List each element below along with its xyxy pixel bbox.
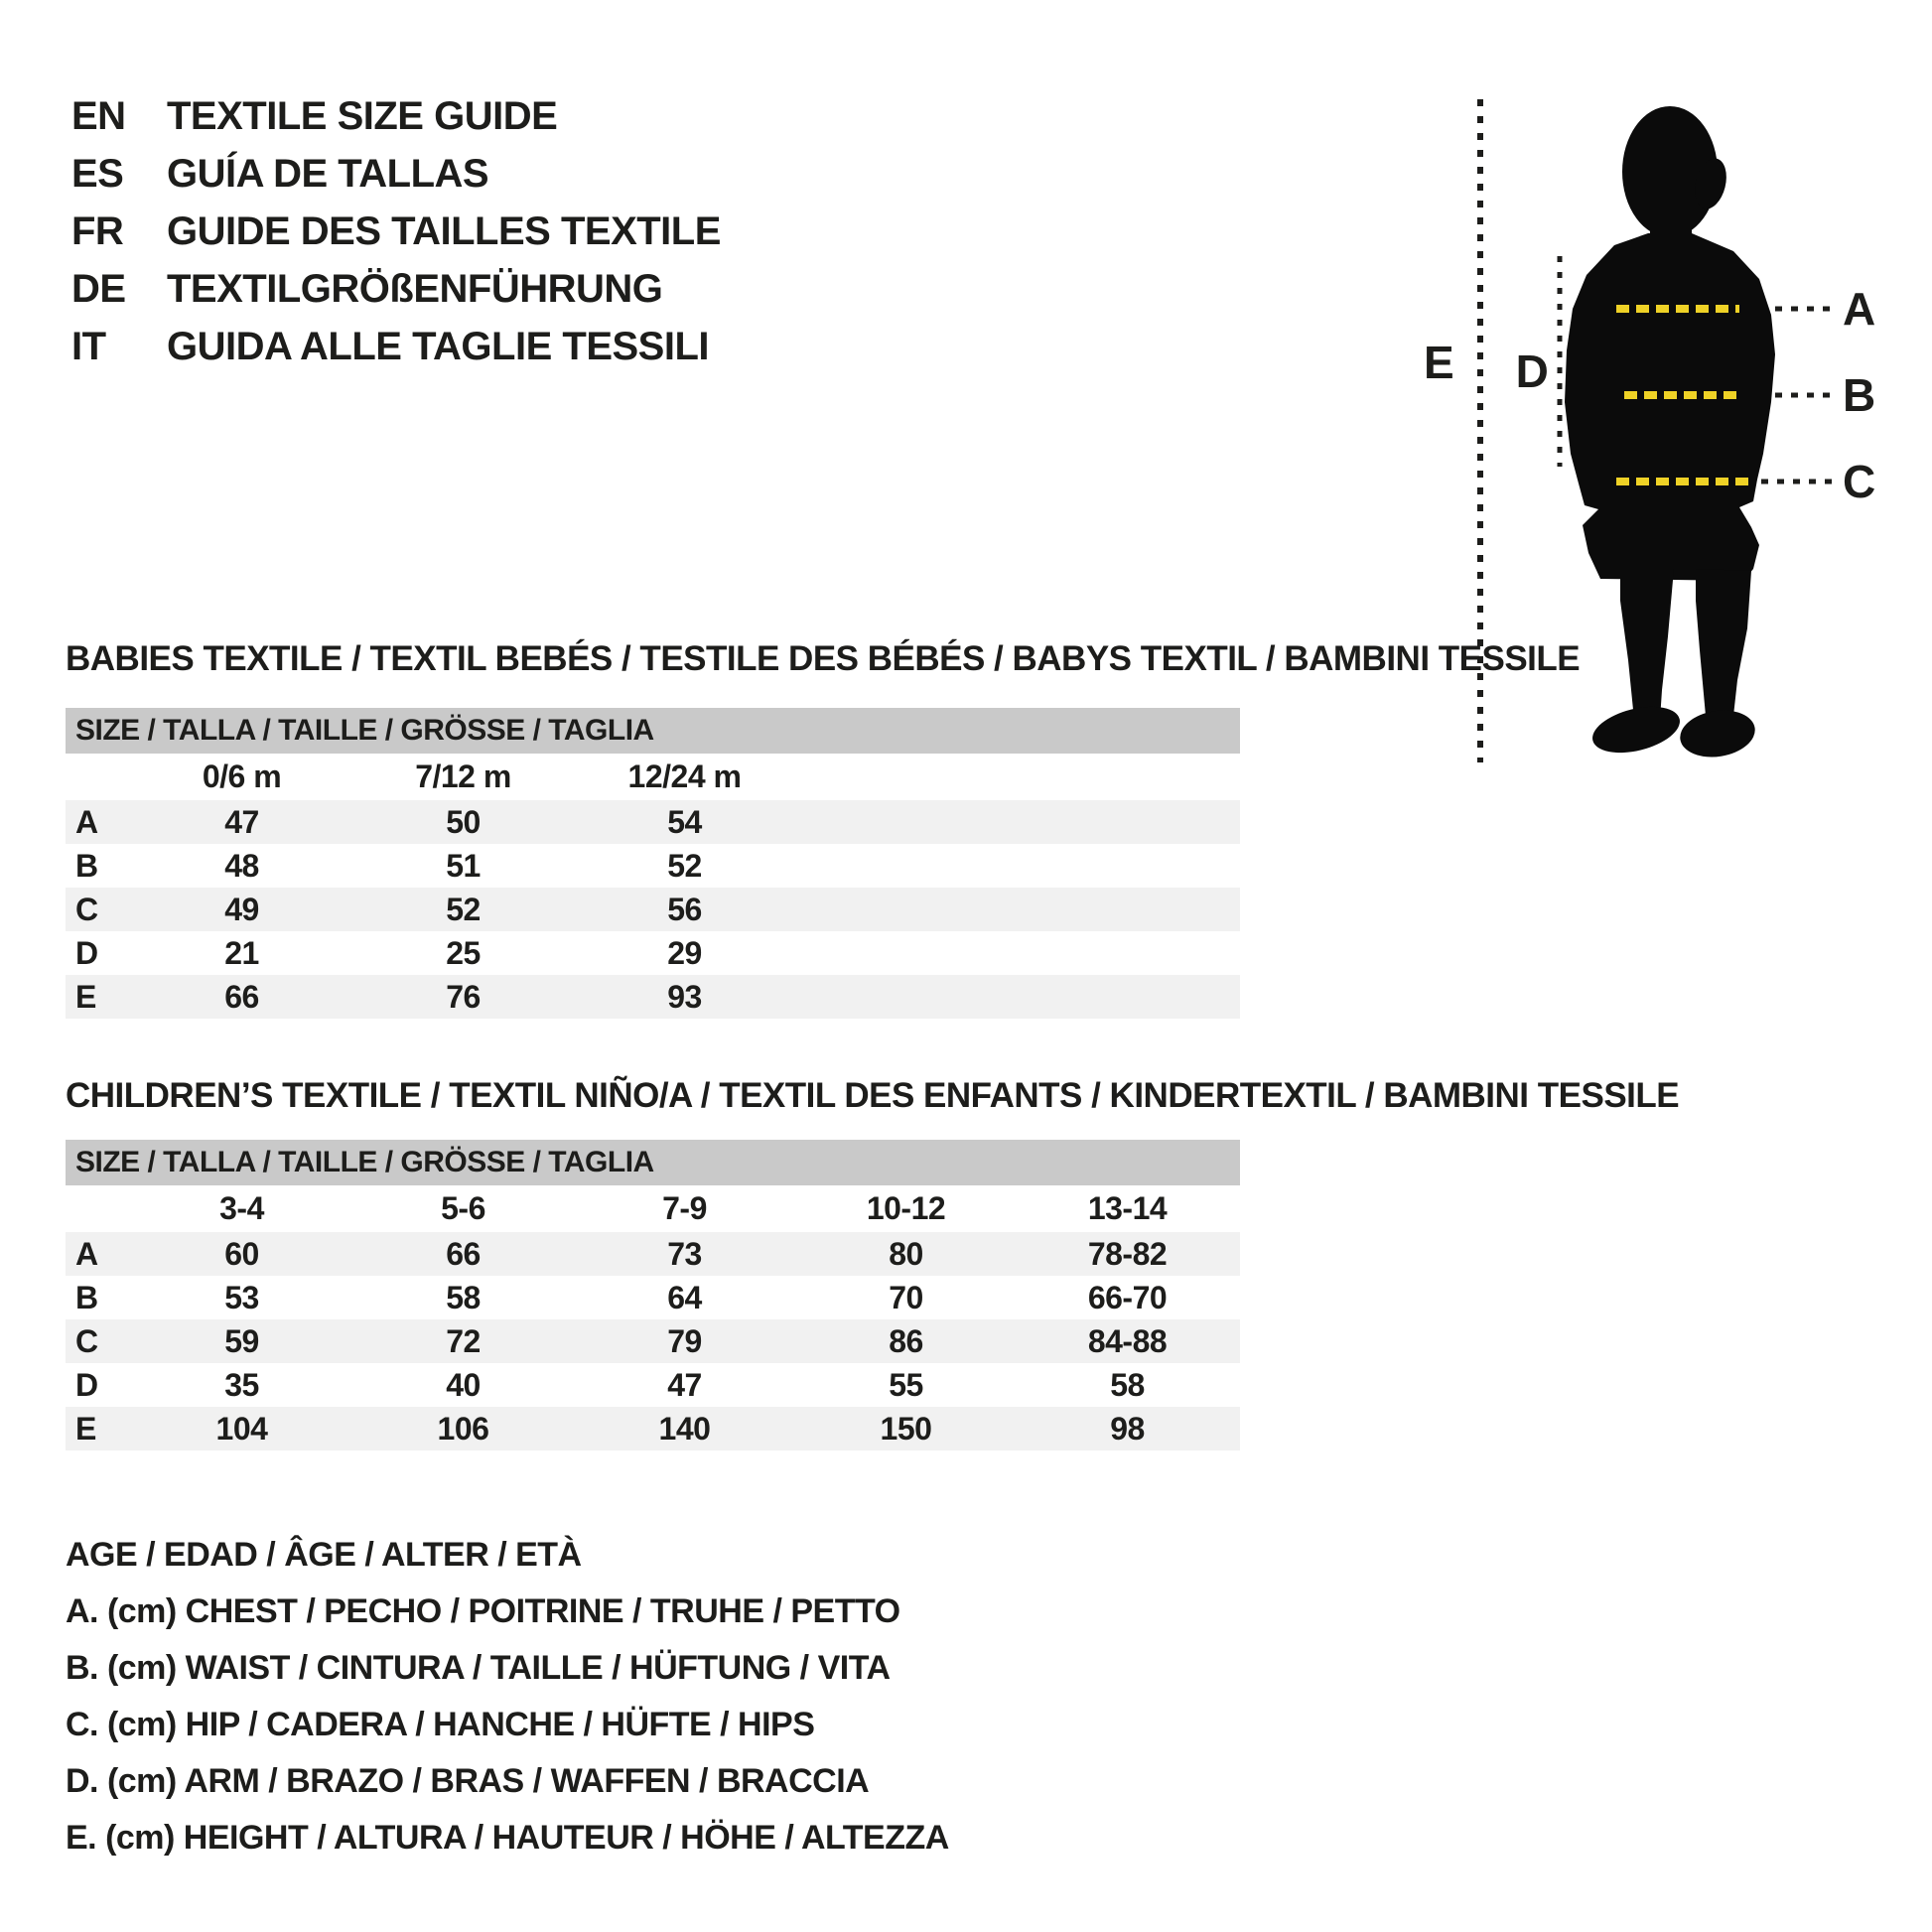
- row-label: E: [75, 978, 96, 1015]
- cell: 93: [667, 978, 702, 1015]
- column-header: 7/12 m: [415, 759, 511, 794]
- guide-title-it: GUIDA ALLE TAGLIE TESSILI: [167, 324, 710, 368]
- cell: 55: [889, 1366, 923, 1403]
- cell: 21: [224, 934, 259, 971]
- column-header: 7-9: [662, 1190, 707, 1226]
- guide-title-de: TEXTILGRÖßENFÜHRUNG: [167, 266, 663, 311]
- legend-height: E. (cm) HEIGHT / ALTURA / HAUTEUR / HÖHE / ALTEZZA: [66, 1819, 949, 1857]
- row-label: C: [75, 891, 98, 927]
- cell: 58: [446, 1279, 481, 1315]
- child-silhouette: [1565, 106, 1775, 762]
- column-header: 12/24 m: [627, 759, 742, 794]
- marker-label-c: C: [1843, 456, 1875, 507]
- row-label: C: [75, 1322, 98, 1359]
- row-label: D: [75, 934, 98, 971]
- cell: 66: [446, 1235, 481, 1272]
- column-header: 10-12: [866, 1190, 946, 1226]
- cell: 47: [667, 1366, 702, 1403]
- cell: 84-88: [1087, 1322, 1168, 1359]
- column-header: 5-6: [441, 1190, 485, 1226]
- cell: 52: [667, 847, 702, 884]
- cell: 64: [667, 1279, 702, 1315]
- cell: 70: [889, 1279, 923, 1315]
- legend-waist: B. (cm) WAIST / CINTURA / TAILLE / HÜFTUNG / VITA: [66, 1649, 891, 1687]
- row-label: E: [75, 1410, 96, 1447]
- size-header-label: SIZE / TALLA / TAILLE / GRÖSSE / TAGLIA: [75, 1146, 654, 1178]
- row-label: A: [75, 1235, 98, 1272]
- cell: 49: [224, 891, 259, 927]
- cell: 59: [224, 1322, 259, 1359]
- measurement-legend: [66, 1527, 949, 1866]
- cell: 66: [224, 978, 259, 1015]
- cell: 104: [215, 1410, 268, 1447]
- cell: 140: [658, 1410, 711, 1447]
- row-label: A: [75, 803, 98, 840]
- lang-row-es: [71, 145, 721, 203]
- size-header-label: SIZE / TALLA / TAILLE / GRÖSSE / TAGLIA: [75, 714, 654, 747]
- lang-row-en: [71, 87, 721, 145]
- cell: 52: [446, 891, 481, 927]
- legend-chest: A. (cm) CHEST / PECHO / POITRINE / TRUHE / PETTO: [66, 1592, 900, 1630]
- cell: 76: [446, 978, 481, 1015]
- table-row-c: [66, 1319, 1240, 1363]
- marker-label-b: B: [1843, 369, 1875, 421]
- lang-row-it: [71, 318, 721, 375]
- marker-label-a: A: [1843, 283, 1875, 335]
- row-label: D: [75, 1366, 98, 1403]
- cell: 56: [667, 891, 702, 927]
- table-row-e: [66, 975, 1240, 1019]
- guide-title-fr: GUIDE DES TAILLES TEXTILE: [167, 208, 721, 253]
- marker-label-e: E: [1424, 337, 1454, 388]
- lang-row-de: [71, 260, 721, 318]
- lang-code: IT: [71, 324, 106, 368]
- table-row-d: [66, 931, 1240, 975]
- cell: 40: [446, 1366, 481, 1403]
- children-column-header-row: [66, 1185, 1240, 1232]
- table-row-a: [66, 800, 1240, 844]
- cell: 60: [224, 1235, 259, 1272]
- cell: 78-82: [1087, 1235, 1168, 1272]
- cell: 86: [889, 1322, 923, 1359]
- table-row-d: [66, 1363, 1240, 1407]
- table-row-b: [66, 844, 1240, 888]
- legend-age: AGE / EDAD / ÂGE / ALTER / ETÀ: [66, 1536, 582, 1574]
- lang-code: FR: [71, 208, 124, 253]
- column-header: 13-14: [1087, 1190, 1168, 1226]
- cell: 150: [880, 1410, 932, 1447]
- cell: 50: [446, 803, 481, 840]
- cell: 47: [224, 803, 259, 840]
- row-label: B: [75, 847, 98, 884]
- column-header: 3-4: [219, 1190, 264, 1226]
- marker-label-d: D: [1515, 345, 1549, 397]
- size-header-bar: [66, 708, 1240, 754]
- cell: 106: [437, 1410, 489, 1447]
- row-label: B: [75, 1279, 98, 1315]
- cell: 29: [667, 934, 702, 971]
- babies-column-header-row: [66, 754, 1240, 800]
- cell: 79: [667, 1322, 702, 1359]
- table-row-b: [66, 1276, 1240, 1319]
- cell: 72: [446, 1322, 481, 1359]
- guide-title-en: TEXTILE SIZE GUIDE: [167, 93, 558, 138]
- cell: 98: [1110, 1410, 1145, 1447]
- silhouette-right-shoe: [1677, 705, 1758, 761]
- column-header: 0/6 m: [202, 759, 282, 794]
- silhouette-right-leg: [1696, 569, 1751, 716]
- silhouette-left-leg: [1620, 569, 1674, 720]
- table-row-a: [66, 1232, 1240, 1276]
- babies-size-table: [66, 708, 1240, 1019]
- cell: 48: [224, 847, 259, 884]
- cell: 73: [667, 1235, 702, 1272]
- lang-code: EN: [71, 93, 126, 138]
- cell: 66-70: [1087, 1279, 1168, 1315]
- babies-section-heading: BABIES TEXTILE / TEXTIL BEBÉS / TESTILE DES BÉBÉS / BABYS TEXTIL / BAMBINI TESSILE: [66, 639, 1581, 678]
- silhouette-torso: [1565, 233, 1775, 581]
- children-section-heading: CHILDREN’S TEXTILE / TEXTIL NIÑO/A / TEXTIL DES ENFANTS / KINDERTEXTIL / BAMBINI TESSILE: [66, 1076, 1680, 1115]
- cell: 25: [446, 934, 481, 971]
- cell: 80: [889, 1235, 923, 1272]
- cell: 53: [224, 1279, 259, 1315]
- cell: 51: [446, 847, 481, 884]
- size-header-bar: [66, 1140, 1240, 1185]
- language-header: [71, 87, 721, 375]
- lang-row-fr: [71, 203, 721, 260]
- cell: 58: [1110, 1366, 1145, 1403]
- cell: 35: [224, 1366, 259, 1403]
- legend-arm: D. (cm) ARM / BRAZO / BRAS / WAFFEN / BRACCIA: [66, 1762, 870, 1800]
- lang-code: ES: [71, 151, 124, 196]
- children-size-table: [66, 1140, 1240, 1450]
- table-row-e: [66, 1407, 1240, 1450]
- lang-code: DE: [71, 266, 126, 311]
- cell: 54: [667, 803, 702, 840]
- legend-hip: C. (cm) HIP / CADERA / HANCHE / HÜFTE / HIPS: [66, 1706, 815, 1743]
- table-row-c: [66, 888, 1240, 931]
- guide-title-es: GUÍA DE TALLAS: [167, 151, 489, 196]
